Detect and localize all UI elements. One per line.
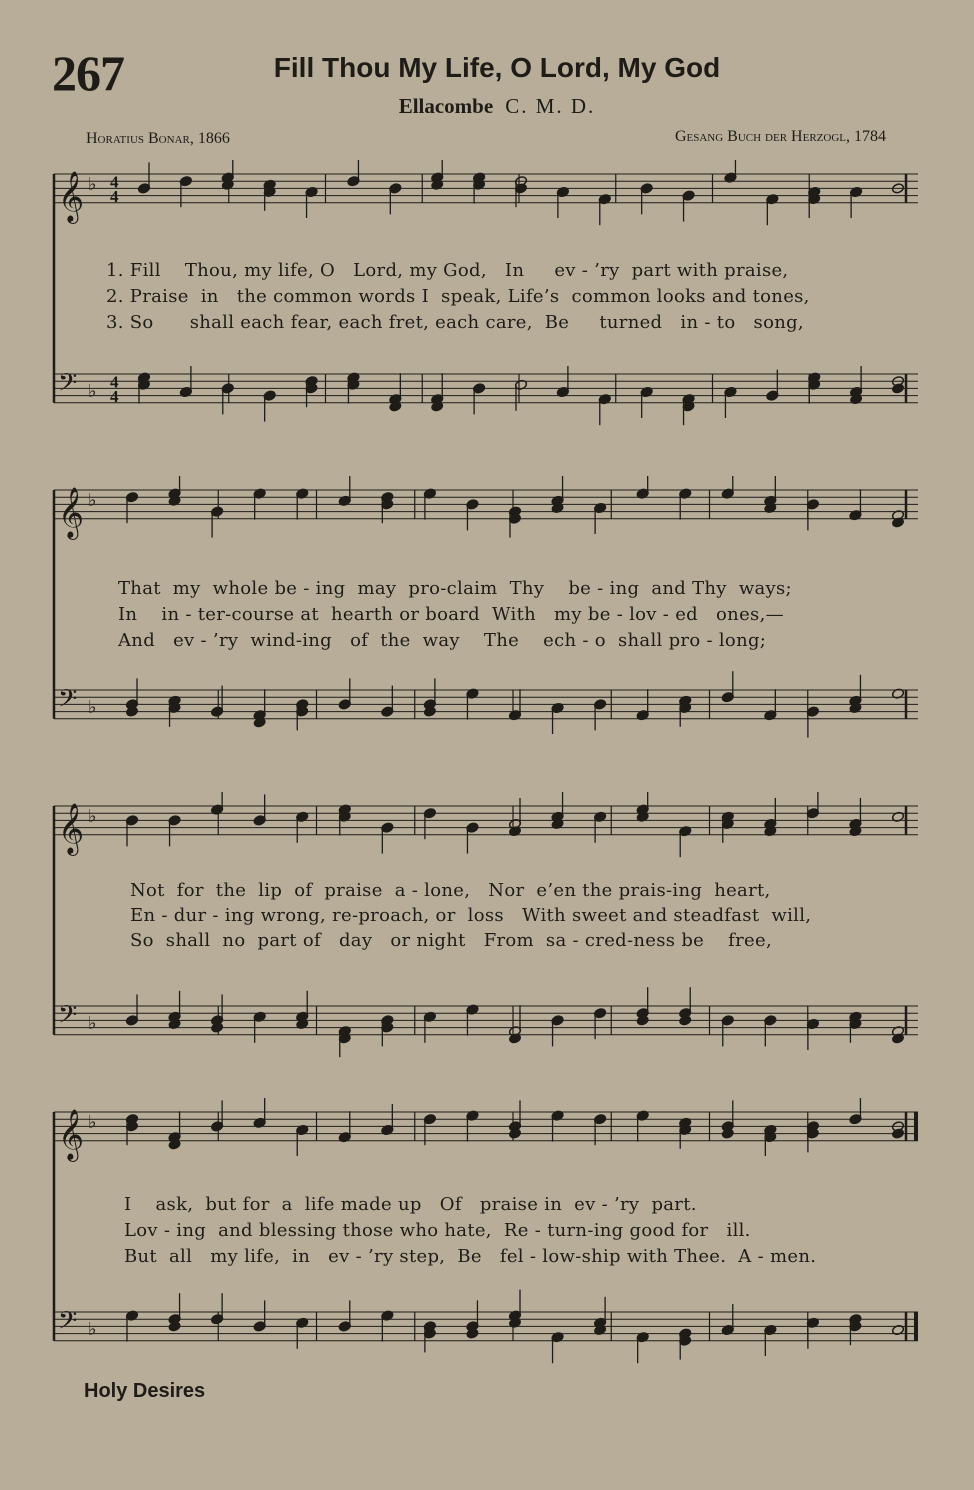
bass-clef-icon: 𝄢 xyxy=(58,368,78,404)
hymn-title: Fill Thou My Life, O Lord, My God xyxy=(273,52,721,83)
music-system-1 xyxy=(52,160,922,430)
lyric-line: 3. So shall each fear, each fret, each care, Be turned in - to song, xyxy=(106,312,804,333)
flat-sign-icon: ♭ xyxy=(88,381,97,403)
flat-sign-icon: ♭ xyxy=(88,1013,97,1035)
tune-line xyxy=(0,94,974,119)
author-credit: Horatius Bonar, 1866 xyxy=(86,130,230,147)
bass-clef-icon: 𝄢 xyxy=(58,684,78,720)
lyric-line: Not for the lip of praise a - lone, Nor e’en the prais-ing heart, xyxy=(130,880,771,901)
music-system-3 xyxy=(52,792,922,1062)
lyric-line: 2. Praise in the common words I speak, Life’s common looks and tones, xyxy=(106,286,810,307)
composer-credit: Gesang Buch der Herzogl, 1784 xyxy=(674,128,886,145)
lyric-line: En - dur - ing wrong, re-proach, or loss With sweet and steadfast will, xyxy=(130,905,812,926)
topic-label: Holy Desires xyxy=(84,1380,206,1402)
music-system-4 xyxy=(52,1098,922,1368)
flat-sign-icon: ♭ xyxy=(88,489,97,511)
lyric-line: But all my life, in ev - ’ry step, Be fel - low-ship with Thee. A - men. xyxy=(124,1246,817,1267)
meter: C. M. D. xyxy=(505,94,596,118)
time-signature-bottom: 4 xyxy=(110,386,119,406)
flat-sign-icon: ♭ xyxy=(88,805,97,827)
hymn-number: 267 xyxy=(52,45,124,101)
flat-sign-icon: ♭ xyxy=(88,697,97,719)
music-system-2 xyxy=(52,476,922,746)
lyric-line: And ev - ’ry wind-ing of the way The ech - o shall pro - long; xyxy=(118,630,767,651)
tune-name: Ellacombe xyxy=(398,94,494,118)
time-signature-top: 4 xyxy=(110,172,119,192)
staff-system-3 xyxy=(52,792,922,1062)
bass-clef-icon: 𝄢 xyxy=(58,1306,78,1342)
treble-clef-icon: 𝄞 xyxy=(58,1108,85,1160)
bass-clef-icon: 𝄢 xyxy=(58,1000,78,1036)
lyric-line: In in - ter-course at hearth or board With my be - lov - ed ones,— xyxy=(118,604,784,625)
treble-clef-icon: 𝄞 xyxy=(58,486,85,538)
treble-clef-icon: 𝄞 xyxy=(58,802,85,854)
lyric-line: 1. Fill Thou, my life, O Lord, my God, In ev - ’ry part with praise, xyxy=(106,260,789,281)
time-signature-bottom: 4 xyxy=(110,186,119,206)
time-signature-top: 4 xyxy=(110,372,119,392)
lyric-line: So shall no part of day or night From sa - cred-ness be free, xyxy=(130,930,772,951)
treble-clef-icon: 𝄞 xyxy=(58,170,85,222)
lyric-line: Lov - ing and blessing those who hate, Re - turn-ing good for ill. xyxy=(124,1220,751,1241)
flat-sign-icon: ♭ xyxy=(88,173,97,195)
lyric-line: That my whole be - ing may pro-claim Thy be - ing and Thy ways; xyxy=(118,578,792,599)
flat-sign-icon: ♭ xyxy=(88,1319,97,1341)
lyric-line: I ask, but for a life made up Of praise in ev - ’ry part. xyxy=(124,1194,697,1215)
flat-sign-icon: ♭ xyxy=(88,1111,97,1133)
